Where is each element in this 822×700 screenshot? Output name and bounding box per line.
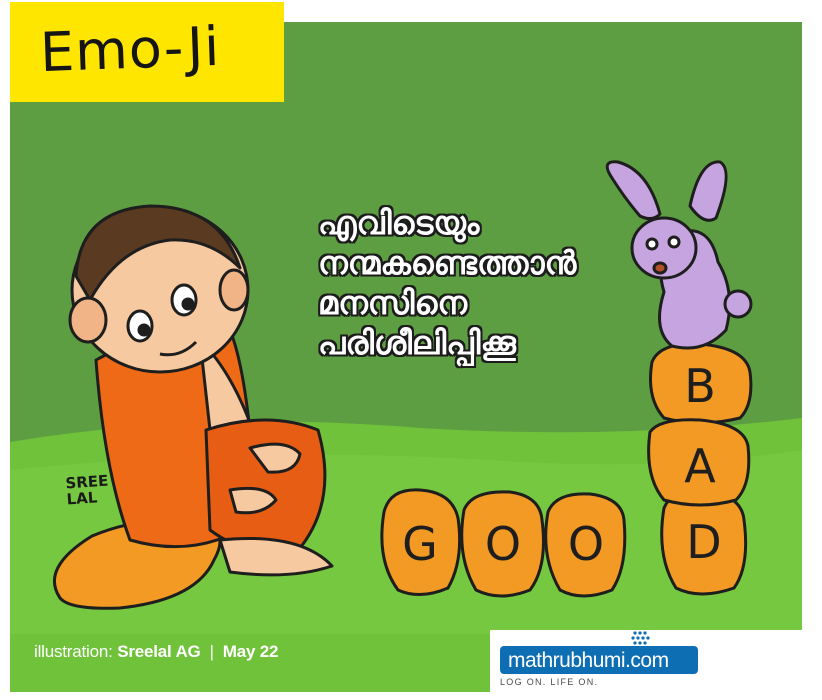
signature-line: LAL [65,488,98,509]
credit-date: May 22 [222,642,279,661]
signature-line: SREE [64,471,109,493]
quote-line: മനസിനെ [318,284,468,322]
brand-tagline: LOG ON. LIFE ON. [500,677,599,687]
malayalam-quote [318,203,618,363]
quote-line: നന്മകണ്ടെത്താൻ [318,244,577,282]
credit-separator: | [209,642,214,661]
illustration-credit [34,642,278,662]
brand-logo[interactable] [500,646,698,674]
stone-letter-g: G [402,517,438,571]
stone-letter-o2: O [567,517,605,571]
ear-left [70,298,106,342]
artist-signature [65,473,110,508]
rabbit-tail [725,291,751,317]
title-banner [10,2,284,102]
rabbit-nose [654,263,666,273]
robe-knees [206,420,325,551]
pupil-left [139,325,149,335]
rabbit-eye-right [669,237,679,247]
stone-letter-d: D [686,515,722,569]
credit-name: Sreelal AG [117,642,201,661]
stone-letter-b: B [684,359,716,413]
page-title: Emo-Ji [38,14,222,85]
quote-line: എവിടെയും [318,204,480,242]
rabbit-eye-left [647,239,657,249]
stone-letter-o1: O [484,517,522,571]
stone-letter-a: A [684,439,716,493]
pupil-right [183,299,193,309]
quote-line: പരിശീലിപ്പിക്കൂ [318,324,516,362]
brand-name: mathrubhumi.com [508,649,669,672]
credit-label: illustration: [34,642,113,661]
ear-right [220,270,248,310]
